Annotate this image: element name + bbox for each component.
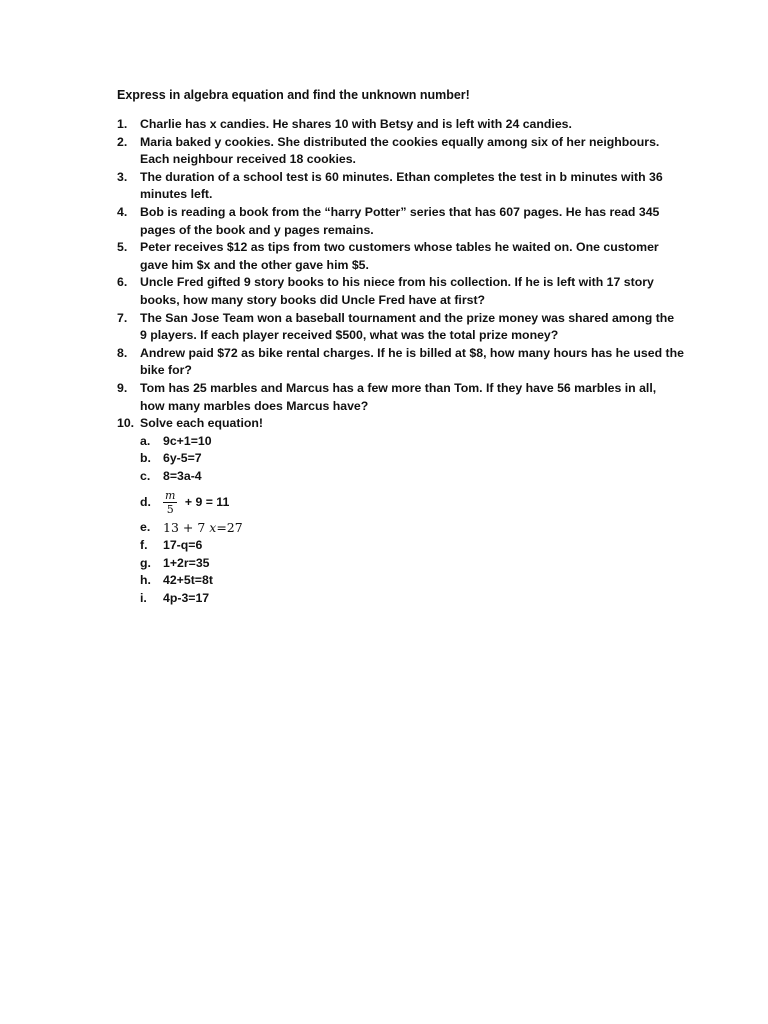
problem-text [140,310,687,345]
problem-number: 5. [117,240,128,255]
problem-text [140,116,687,134]
problem-5 [117,239,687,274]
equation-letter: h. [140,573,151,588]
problem-line: 9 players. If each player received $500, what was the total prize money? [140,328,559,343]
problem-number: 3. [117,169,128,184]
problem-number: 2. [117,134,128,149]
equation-text: 42+5t=8t [163,573,213,588]
equation-text: 6y-5=7 [163,451,202,466]
equation-suffix: =27 [216,520,243,536]
equation-item-g [140,555,687,573]
equation-letter: e. [140,520,151,535]
equation-text: 9c+1=10 [163,433,212,448]
problem-line: how many marbles does Marcus have? [140,398,369,413]
equation-text: 8=3a-4 [163,468,202,483]
equation-item-b [140,450,687,468]
problem-text [140,204,687,239]
equation-letter: c. [140,468,151,483]
problem-2 [117,134,687,169]
problem-line: gave him $x and the other gave him $5. [140,257,369,272]
problem-number: 1. [117,117,128,131]
problem-list [117,116,687,607]
problem-text [140,239,687,274]
problem-line: Maria baked y cookies. She distributed the cookies equally among six of her neighbours. [140,134,660,149]
problem-number: 10. [117,416,135,431]
problem-number: 6. [117,275,128,290]
problem-4 [117,204,687,239]
problem-text [140,169,687,204]
problem-6 [117,274,687,309]
problem-line: The duration of a school test is 60 minutes. Ethan completes the test in b minutes with 36 [140,169,663,184]
equation-letter: a. [140,433,151,448]
problem-number: 9. [117,380,128,395]
problem-line: Andrew paid $72 as bike rental charges. If he is billed at $8, how many hours has he used the [140,345,684,360]
problem-line: Each neighbour received 18 cookies. [140,152,356,167]
equation-letter: b. [140,451,151,466]
problem-line: pages of the book and y pages remains. [140,222,374,237]
equation-text: 1+2r=35 [163,555,210,570]
equation-text: 4p-3=17 [163,590,210,605]
problem-number: 4. [117,204,128,219]
fraction-denominator: 5 [166,502,174,516]
problem-line: minutes left. [140,187,213,202]
problem-line: Tom has 25 marbles and Marcus has a few more than Tom. If they have 56 marbles in all, [140,380,657,395]
problem-text [140,380,687,415]
equation-item-i [140,590,687,608]
problem-line: Charlie has x candies. He shares 10 with Betsy and is left with 24 candies. [140,117,572,131]
equation-item-f [140,537,687,555]
problem-line: bike for? [140,363,192,378]
equation-letter: f. [140,538,148,553]
problem-text [140,415,687,433]
equation-variable: x [209,520,217,536]
problem-line: Peter receives $12 as tips from two customers whose tables he waited on. One customer [140,240,659,255]
problem-1 [117,116,687,134]
problem-line: Solve each equation! [140,416,263,431]
equation-list [140,433,687,608]
problem-10 [117,415,687,433]
equation-prefix: 13 + 7 [163,520,210,536]
problem-text [140,345,687,380]
equation-item-a [140,433,687,451]
problem-number: 7. [117,310,128,325]
fraction-numerator: m [165,488,176,502]
problem-number: 8. [117,345,128,360]
problem-9 [117,380,687,415]
equation-text: 17-q=6 [163,538,203,553]
equation-letter: i. [140,590,147,605]
equation-remainder: + 9 = 11 [184,494,230,509]
worksheet-title: Express in algebra equation and find the unknown number! [117,88,470,102]
problem-line: books, how many story books did Uncle Fred have at first? [140,292,486,307]
problem-line: Uncle Fred gifted 9 story books to his niece from his collection. If he is left with 17 story [140,275,654,290]
equation-item-e [140,519,687,537]
problem-7 [117,310,687,345]
equation-item-c [140,468,687,486]
equation-text [163,489,687,516]
equation-letter: d. [140,494,151,509]
equation-item-h [140,572,687,590]
problem-text [140,274,687,309]
problem-3 [117,169,687,204]
equation-letter: g. [140,555,151,570]
problem-8 [117,345,687,380]
problem-line: Bob is reading a book from the “harry Potter” series that has 607 pages. He has read 345 [140,204,660,219]
fraction [163,489,177,516]
equation-item-d [140,485,687,519]
problem-text [140,134,687,169]
equation-text [163,519,687,537]
problem-line: The San Jose Team won a baseball tournament and the prize money was shared among the [140,310,675,325]
